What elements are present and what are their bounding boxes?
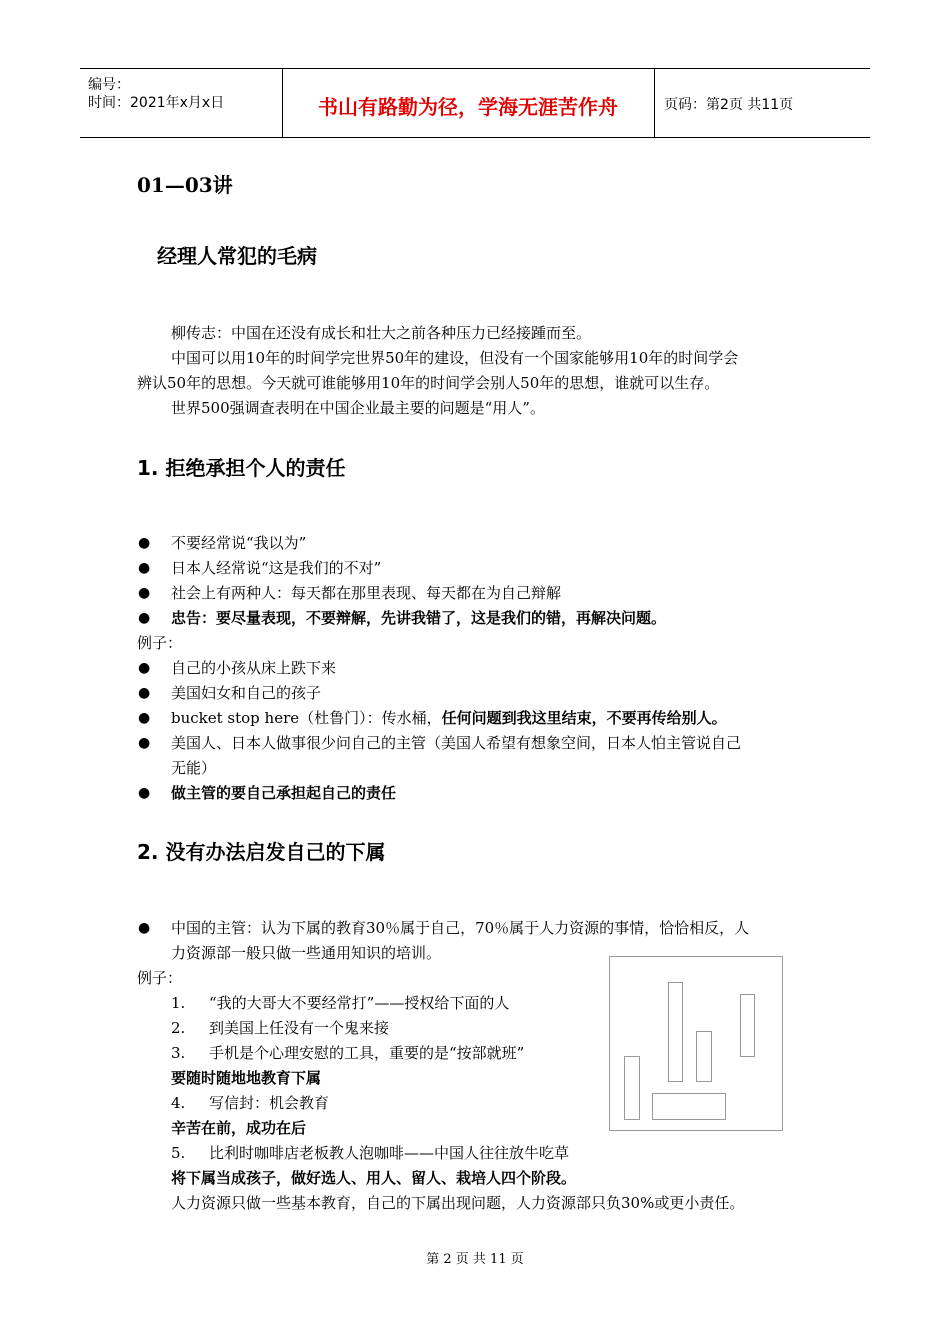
chapter-title: 经理人常犯的毛病 <box>157 244 317 268</box>
bullet-icon: ● <box>138 535 151 551</box>
numbered-item-number: 2. <box>171 1019 186 1037</box>
emphasis-line: 将下属当成孩子，做好选人、用人、留人、栽培人四个阶段。 <box>171 1169 577 1187</box>
numbered-item-text: 写信封：机会教育 <box>209 1094 330 1112</box>
bullet-icon: ● <box>138 710 151 726</box>
figure-rect <box>696 1031 712 1082</box>
bullet-icon: ● <box>138 685 151 701</box>
figure-rect <box>740 994 755 1057</box>
bullet-icon: ● <box>138 610 151 626</box>
section2-title: 2. 没有办法启发自己的下属 <box>137 840 386 864</box>
numbered-item-text: 到美国上任没有一个鬼来接 <box>209 1019 390 1037</box>
figure-rect <box>668 982 683 1082</box>
motto: 书山有路勤为径，学海无涯苦作舟 <box>318 95 618 119</box>
section1-title: 1. 拒绝承担个人的责任 <box>137 456 346 480</box>
bullet-icon: ● <box>138 660 151 676</box>
list-item: 不要经常说“我以为” <box>171 534 307 552</box>
bullet-icon: ● <box>138 785 151 801</box>
list-item: 美国人、日本人做事很少问自己的主管（美国人希望有想象空间，日本人怕主管说自己 <box>171 734 742 752</box>
emphasis-line: 辛苦在前，成功在后 <box>171 1119 307 1137</box>
bullet-icon: ● <box>138 920 151 936</box>
list-item-text: bucket stop here（杜鲁门）：传水桶， <box>171 709 442 727</box>
numbered-item-number: 1. <box>171 994 186 1012</box>
bullet-icon: ● <box>138 560 151 576</box>
intro-line: 中国可以用10年的时间学完世界50年的建设，但没有一个国家能够用10年的时间学会 <box>171 349 739 367</box>
bullet-icon: ● <box>138 735 151 751</box>
date-label: 时间：2021年x月x日 <box>88 95 225 111</box>
decorative-figure <box>609 956 783 1131</box>
intro-line: 世界500强调查表明在中国企业最主要的问题是“用人”。 <box>171 399 545 417</box>
list-item-continuation: 力资源部一般只做一些通用知识的培训。 <box>171 944 442 962</box>
list-item: 社会上有两种人：每天都在那里表现、每天都在为自己辩解 <box>171 584 562 602</box>
list-item: 美国妇女和自己的孩子 <box>171 684 322 702</box>
figure-rect <box>652 1093 726 1120</box>
lecture-title: 01—03讲 <box>137 173 233 197</box>
emphasis-line: 要随时随地地教育下属 <box>171 1069 322 1087</box>
list-item: 中国的主管：认为下属的教育30％属于自己，70％属于人力资源的事情，恰恰相反，人 <box>171 919 750 937</box>
numbered-item-number: 3. <box>171 1044 186 1062</box>
example-label: 例子： <box>137 969 183 987</box>
numbered-item-text: 手机是个心理安慰的工具，重要的是“按部就班” <box>209 1044 525 1062</box>
list-item <box>171 708 727 728</box>
header-motto-cell <box>282 69 655 137</box>
page-header <box>80 68 870 138</box>
page-footer: 第 2 页 共 11 页 <box>426 1252 524 1267</box>
list-item: 自己的小孩从床上跌下来 <box>171 659 337 677</box>
list-item: 忠告：要尽量表现，不要辩解，先讲我错了，这是我们的错，再解决问题。 <box>171 609 667 627</box>
header-info-cell <box>80 69 283 137</box>
list-item: 做主管的要自己承担起自己的责任 <box>171 784 397 802</box>
example-label: 例子： <box>137 634 183 652</box>
page-label: 页码：第2页 共11页 <box>664 97 794 113</box>
numbered-item-text: “我的大哥大不要经常打”——授权给下面的人 <box>209 994 510 1012</box>
list-item-emphasis: 任何问题到我这里结束，不要再传给别人。 <box>441 709 727 727</box>
figure-rect <box>624 1056 640 1120</box>
intro-line: 辨认50年的思想。今天就可谁能够用10年的时间学会别人50年的思想，谁就可以生存。 <box>137 374 720 392</box>
numbered-item-text: 比利时咖啡店老板教人泡咖啡——中国人往往放牛吃草 <box>209 1144 570 1162</box>
numbered-item-number: 5. <box>171 1144 186 1162</box>
bullet-icon: ● <box>138 585 151 601</box>
number-label: 编号： <box>88 77 130 93</box>
list-item-continuation: 无能） <box>171 759 217 777</box>
body-line: 人力资源只做一些基本教育，自己的下属出现问题，人力资源部只负30%或更小责任。 <box>171 1194 745 1212</box>
numbered-item-number: 4. <box>171 1094 186 1112</box>
list-item: 日本人经常说“这是我们的不对” <box>171 559 382 577</box>
intro-line: 柳传志：中国在还没有成长和壮大之前各种压力已经接踵而至。 <box>171 324 592 342</box>
header-page-cell <box>654 69 870 137</box>
